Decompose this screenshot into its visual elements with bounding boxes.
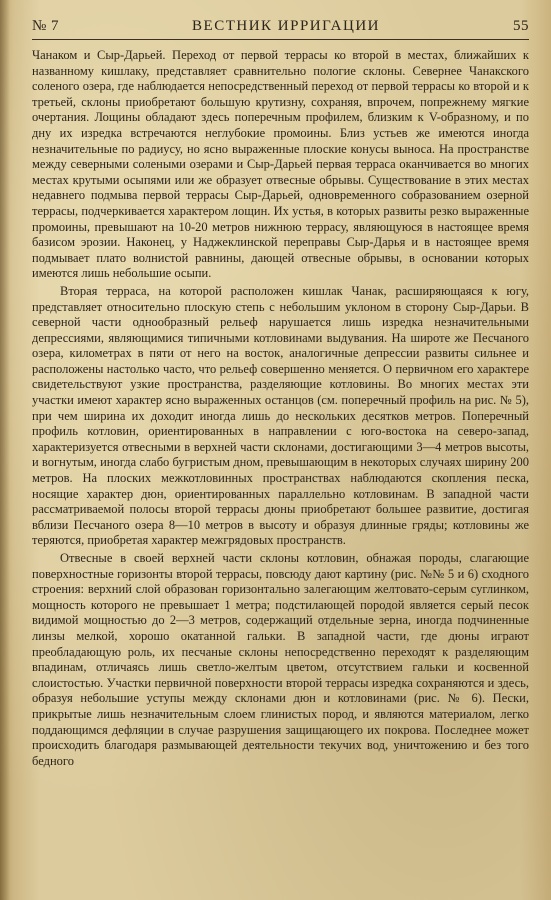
page-number: 55	[512, 18, 529, 34]
journal-title: ВЕСТНИК ИРРИГАЦИИ	[192, 18, 381, 34]
paragraph-1: Чанаком и Сыр-Дарьей. Переход от первой террасы ко второй в местах, ближайших к названному кишлаку, представляет сравнительно пологие склоны. Севернее Чанакского соленого озера, где наблюдается непосредственный переход от первой террасы ко второй и к третьей, склоны приобретают большую крутизну, сохраняя, впрочем, попрежнему мягкие очертания. Лощины обладают здесь поперечным профилем, близким к V-образному, и по дну их изредка встречаются неглубокие промоины. Близ устьев же имеются иногда незначительные по радиусу, но ясно выраженные плоские конусы выноса. На пространстве между северными солеными озерами и Сыр-Дарьей первая терраса оканчивается во многих местах крутыми осыпями или же образует отвесные обрывы. Существование в этих местах недавнего подмыва первой террасы Сыр-Дарьей, одновременного собразованием озерной террасы, подчеркивается характером лощин. Их устья, в которых развиты резко выраженные промоины, превышают на 10-20 метров нижнюю террасу, являющуюся в настоящее время базисом эрозии. Наконец, у Наджеклинской переправы Сыр-Дарья и в настоящее время подмывает плато волнистой равнины, дающей отвесные обрывы, в основании которых имеются лишь небольшие осыпи.	[32, 48, 529, 281]
running-header	[32, 18, 529, 40]
paragraph-3: Отвесные в своей верхней части склоны котловин, обнажая породы, слагающие поверхностные горизонты второй террасы, повсюду дают картину (рис. №№ 5 и 6) сходного строения: верхний слой образован горизонтально залегающим желтовато-серым суглинком, мощность которого не превышает 1 метра; подстилающей породой является серый песок видимой мощностью до 2—3 метров, содержащий отдельные зерна, иногда подчиненные линзы мелкой, хорошо окатанной гальки. В западной части, где дюны играют преобладающую роль, их песчаные склоны непосредственно переходят к разделяющим впадинам, отличаясь лишь светло-желтым цветом, отсутствием гальки и косвенной слоистостью. Участки первичной поверхности второй террасы изредка сохраняются и здесь, образуя небольшие уступы между склонами дюн и котловинами (рис. № 6). Пески, прикрытые лишь незначительным слоем глинистых пород, и являются материалом, легко поддающимся дефляции в случае разрушения защищающего их покрова. Последнее может происходить благодаря размывающей деятельности текучих вод, уничтожению и без того бедного	[32, 551, 529, 768]
issue-number: № 7	[32, 18, 60, 34]
article-body	[32, 48, 529, 769]
paragraph-2: Вторая терраса, на которой расположен кишлак Чанак, расширяющаяся к югу, представляет относительно плоскую степь с небольшим уклоном в сторону Сыр-Дарьи. В северной части однообразный рельеф нарушается лишь изредка незначительными депрессиями, являющимися типичными котловинами выдувания. На широте же Песчаного озера, километрах в пяти от него на восток, аналогичные депрессии развиты сильнее и расположены настолько часто, что рельеф совершенно меняется. О первичном его характере свидетельствуют узкие пространства, разделяющие котловины. Во многих местах эти участки имеют характер ясно выраженных останцов (см. поперечный профиль на рис. № 5), при чем ширина их доходит иногда лишь до нескольких десятков метров. Поперечный профиль котловин, ориентированных в направлении с юго-востока на северо-запад, характеризуется отвесными в верхней части склонами, достигающими 3—4 метров высоты, и вогнутым, иногда слабо бугристым дном, превышающим в некоторых случаях ширину 200 метров. На плоских межкотловинных пространствах наблюдаются скопления песка, носящие характер дюн, ориентированных параллельно котловинам. В западной части рассматриваемой полосы второй террасы дюны приобретают большее развитие, достигая вблизи Песчаного озера 8—10 метров в высоту и образуя длинные гряды; котловины же теряются, приобретая характер межгрядовых пространств.	[32, 283, 529, 548]
page-spine-shadow	[0, 0, 10, 900]
